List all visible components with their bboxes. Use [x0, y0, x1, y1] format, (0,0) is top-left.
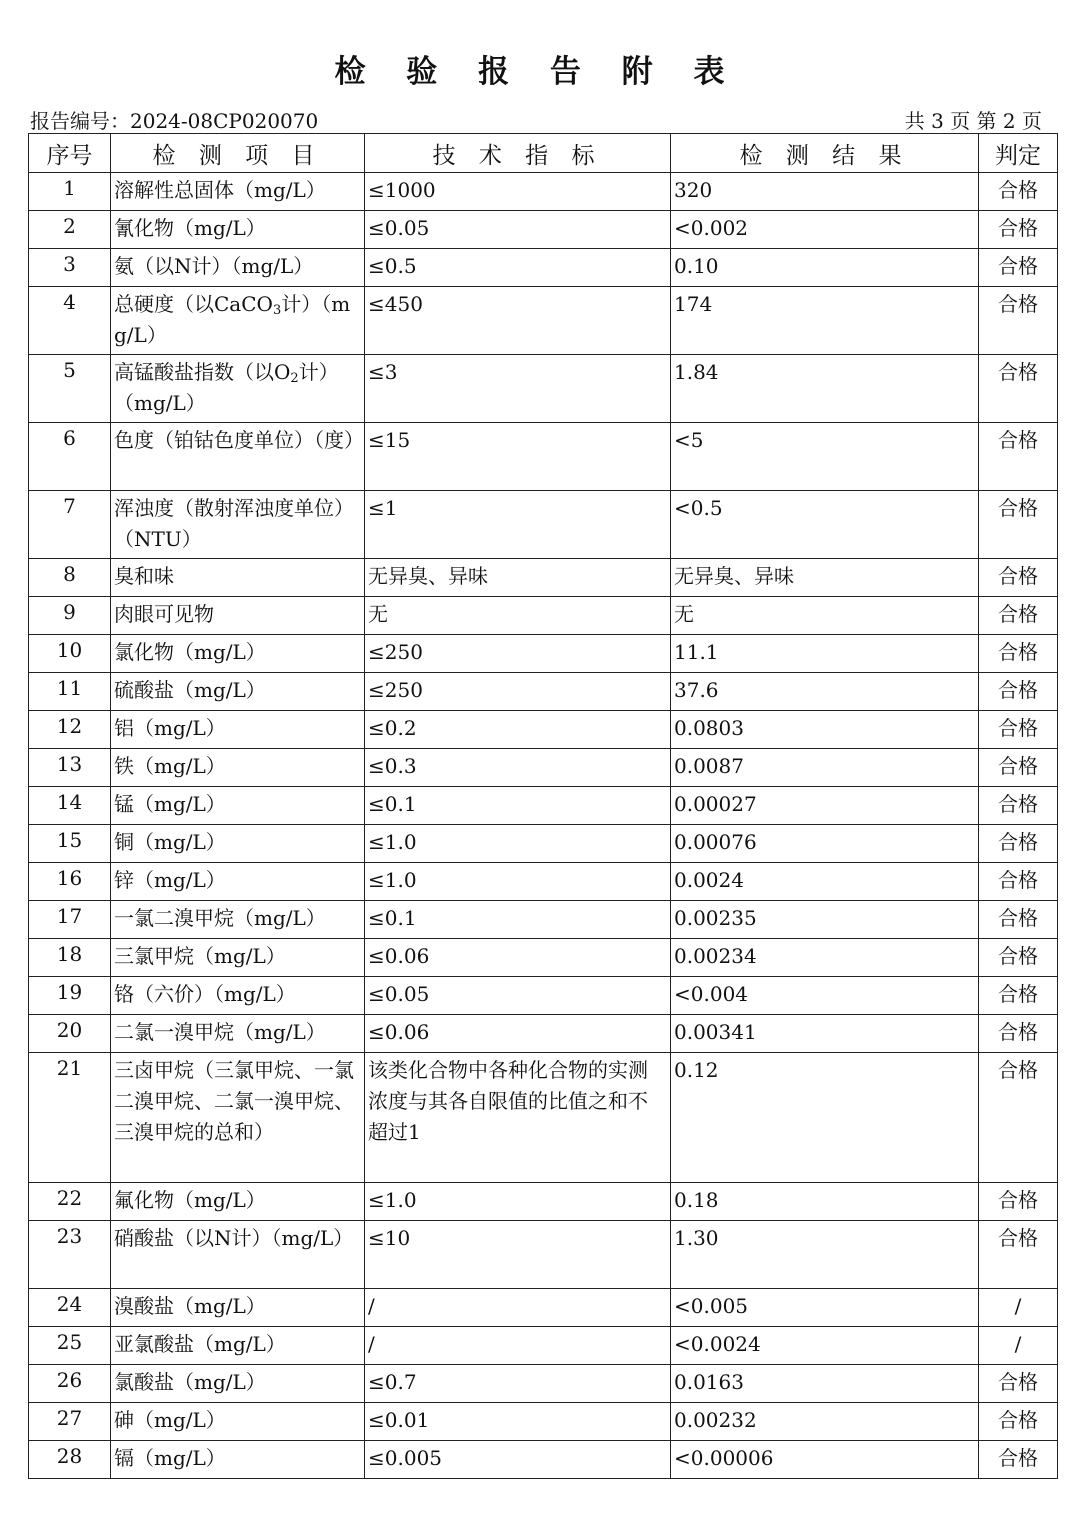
test-result: 0.00027 — [671, 787, 979, 825]
test-item — [111, 355, 365, 423]
test-result: 11.1 — [671, 635, 979, 673]
verdict: 合格 — [979, 635, 1058, 673]
table-row — [29, 1183, 1058, 1221]
test-result: 1.84 — [671, 355, 979, 423]
test-result: 0.00234 — [671, 939, 979, 977]
technical-standard: ≤1.0 — [365, 863, 671, 901]
verdict: 合格 — [979, 1015, 1058, 1053]
table-row — [29, 939, 1058, 977]
verdict: 合格 — [979, 901, 1058, 939]
technical-standard: ≤0.1 — [365, 787, 671, 825]
test-result: <0.005 — [671, 1289, 979, 1327]
col-header-no: 序号 — [29, 134, 111, 173]
technical-standard: ≤1000 — [365, 173, 671, 211]
technical-standard: ≤250 — [365, 673, 671, 711]
table-row — [29, 1053, 1058, 1183]
test-result: 0.18 — [671, 1183, 979, 1221]
technical-standard: ≤3 — [365, 355, 671, 423]
technical-standard: ≤0.06 — [365, 939, 671, 977]
row-number: 8 — [29, 559, 111, 597]
verdict: / — [979, 1289, 1058, 1327]
row-number: 9 — [29, 597, 111, 635]
verdict: 合格 — [979, 1221, 1058, 1289]
test-item: 锌（mg/L） — [111, 863, 365, 901]
technical-standard: 该类化合物中各种化合物的实测浓度与其各自限值的比值之和不超过1 — [365, 1053, 671, 1183]
technical-standard: ≤0.2 — [365, 711, 671, 749]
row-number: 2 — [29, 211, 111, 249]
table-row — [29, 1221, 1058, 1289]
technical-standard: 无异臭、异味 — [365, 559, 671, 597]
technical-standard: ≤1.0 — [365, 825, 671, 863]
row-number: 26 — [29, 1365, 111, 1403]
row-number: 7 — [29, 491, 111, 559]
col-header-item: 检 测 项 目 — [111, 134, 365, 173]
test-result: 37.6 — [671, 673, 979, 711]
table-row — [29, 635, 1058, 673]
table-row — [29, 423, 1058, 491]
test-item: 二氯一溴甲烷（mg/L） — [111, 1015, 365, 1053]
table-row — [29, 711, 1058, 749]
verdict: 合格 — [979, 1183, 1058, 1221]
test-result: 0.00235 — [671, 901, 979, 939]
test-result: <0.004 — [671, 977, 979, 1015]
row-number: 14 — [29, 787, 111, 825]
table-row — [29, 1289, 1058, 1327]
test-item — [111, 287, 365, 355]
test-item: 氟化物（mg/L） — [111, 1183, 365, 1221]
row-number: 12 — [29, 711, 111, 749]
subscript: 3 — [272, 303, 282, 318]
table-row — [29, 787, 1058, 825]
verdict: 合格 — [979, 711, 1058, 749]
test-result: <0.0024 — [671, 1327, 979, 1365]
row-number: 10 — [29, 635, 111, 673]
test-result: <0.00006 — [671, 1441, 979, 1479]
technical-standard: ≤0.1 — [365, 901, 671, 939]
test-item: 氯化物（mg/L） — [111, 635, 365, 673]
table-row — [29, 901, 1058, 939]
row-number: 20 — [29, 1015, 111, 1053]
col-header-verdict: 判定 — [979, 134, 1058, 173]
row-number: 28 — [29, 1441, 111, 1479]
verdict: 合格 — [979, 173, 1058, 211]
test-item: 硫酸盐（mg/L） — [111, 673, 365, 711]
technical-standard: ≤0.05 — [365, 977, 671, 1015]
test-item: 镉（mg/L） — [111, 1441, 365, 1479]
report-title: 检 验 报 告 附 表 — [334, 54, 740, 90]
technical-standard: ≤15 — [365, 423, 671, 491]
row-number: 24 — [29, 1289, 111, 1327]
row-number: 3 — [29, 249, 111, 287]
verdict: 合格 — [979, 939, 1058, 977]
table-row — [29, 1327, 1058, 1365]
test-item-text: 计）（mg/L） — [114, 360, 339, 415]
test-result: 0.12 — [671, 1053, 979, 1183]
technical-standard: ≤10 — [365, 1221, 671, 1289]
test-item: 三氯甲烷（mg/L） — [111, 939, 365, 977]
table-row — [29, 559, 1058, 597]
test-result: 无 — [671, 597, 979, 635]
verdict: 合格 — [979, 1053, 1058, 1183]
test-result: 0.10 — [671, 249, 979, 287]
test-item: 肉眼可见物 — [111, 597, 365, 635]
test-result: <5 — [671, 423, 979, 491]
table-row — [29, 749, 1058, 787]
row-number: 15 — [29, 825, 111, 863]
table-header-row — [29, 134, 1058, 173]
verdict: 合格 — [979, 1365, 1058, 1403]
row-number: 4 — [29, 287, 111, 355]
test-result: 0.00232 — [671, 1403, 979, 1441]
test-item: 氨（以N计）（mg/L） — [111, 249, 365, 287]
technical-standard: / — [365, 1289, 671, 1327]
technical-standard: ≤1.0 — [365, 1183, 671, 1221]
test-item-text: 高锰酸盐指数（以O — [114, 360, 291, 384]
table-row — [29, 287, 1058, 355]
technical-standard: ≤0.7 — [365, 1365, 671, 1403]
row-number: 18 — [29, 939, 111, 977]
test-item: 硝酸盐（以N计）（mg/L） — [111, 1221, 365, 1289]
col-header-standard: 技 术 指 标 — [365, 134, 671, 173]
verdict: 合格 — [979, 597, 1058, 635]
test-result: <0.002 — [671, 211, 979, 249]
technical-standard: 无 — [365, 597, 671, 635]
test-item: 溴酸盐（mg/L） — [111, 1289, 365, 1327]
row-number: 6 — [29, 423, 111, 491]
test-result: 无异臭、异味 — [671, 559, 979, 597]
verdict: 合格 — [979, 287, 1058, 355]
table-row — [29, 173, 1058, 211]
report-meta — [30, 108, 1042, 134]
technical-standard: ≤0.5 — [365, 249, 671, 287]
test-results-table — [28, 133, 1058, 1479]
row-number: 21 — [29, 1053, 111, 1183]
row-number: 22 — [29, 1183, 111, 1221]
verdict: 合格 — [979, 977, 1058, 1015]
test-item: 亚氯酸盐（mg/L） — [111, 1327, 365, 1365]
test-item-text: 计）（mg/L） — [114, 292, 351, 347]
verdict: 合格 — [979, 673, 1058, 711]
row-number: 5 — [29, 355, 111, 423]
test-item: 氯酸盐（mg/L） — [111, 1365, 365, 1403]
row-number: 11 — [29, 673, 111, 711]
verdict: 合格 — [979, 825, 1058, 863]
table-row — [29, 1015, 1058, 1053]
technical-standard: ≤0.06 — [365, 1015, 671, 1053]
test-result: 0.0024 — [671, 863, 979, 901]
row-number: 1 — [29, 173, 111, 211]
test-result: 0.00076 — [671, 825, 979, 863]
row-number: 16 — [29, 863, 111, 901]
test-item: 三卤甲烷（三氯甲烷、一氯二溴甲烷、二氯一溴甲烷、三溴甲烷的总和） — [111, 1053, 365, 1183]
test-item: 砷（mg/L） — [111, 1403, 365, 1441]
row-number: 19 — [29, 977, 111, 1015]
verdict: 合格 — [979, 1403, 1058, 1441]
table-row — [29, 249, 1058, 287]
test-item: 铁（mg/L） — [111, 749, 365, 787]
test-item: 浑浊度（散射浑浊度单位）（NTU） — [111, 491, 365, 559]
verdict: 合格 — [979, 787, 1058, 825]
test-item: 氰化物（mg/L） — [111, 211, 365, 249]
verdict: 合格 — [979, 491, 1058, 559]
technical-standard: ≤0.005 — [365, 1441, 671, 1479]
verdict: 合格 — [979, 211, 1058, 249]
table-row — [29, 491, 1058, 559]
verdict: 合格 — [979, 249, 1058, 287]
technical-standard: ≤0.05 — [365, 211, 671, 249]
row-number: 23 — [29, 1221, 111, 1289]
table-row — [29, 863, 1058, 901]
test-result: 0.00341 — [671, 1015, 979, 1053]
test-item: 锰（mg/L） — [111, 787, 365, 825]
page-info: 共 3 页 第 2 页 — [904, 109, 1042, 133]
verdict: 合格 — [979, 749, 1058, 787]
technical-standard: ≤0.01 — [365, 1403, 671, 1441]
test-result: <0.5 — [671, 491, 979, 559]
test-item: 铜（mg/L） — [111, 825, 365, 863]
technical-standard: ≤250 — [365, 635, 671, 673]
technical-standard: / — [365, 1327, 671, 1365]
table-row — [29, 1441, 1058, 1479]
verdict: 合格 — [979, 1441, 1058, 1479]
verdict: 合格 — [979, 355, 1058, 423]
table-row — [29, 977, 1058, 1015]
col-header-result: 检 测 结 果 — [671, 134, 979, 173]
table-row — [29, 355, 1058, 423]
table-row — [29, 673, 1058, 711]
test-item: 色度（铂钴色度单位）（度） — [111, 423, 365, 491]
test-item: 铬（六价）（mg/L） — [111, 977, 365, 1015]
test-result: 174 — [671, 287, 979, 355]
test-result: 0.0087 — [671, 749, 979, 787]
test-item: 臭和味 — [111, 559, 365, 597]
test-result: 0.0163 — [671, 1365, 979, 1403]
technical-standard: ≤1 — [365, 491, 671, 559]
table-row — [29, 597, 1058, 635]
verdict: 合格 — [979, 863, 1058, 901]
technical-standard: ≤450 — [365, 287, 671, 355]
row-number: 13 — [29, 749, 111, 787]
row-number: 17 — [29, 901, 111, 939]
test-item: 铝（mg/L） — [111, 711, 365, 749]
row-number: 27 — [29, 1403, 111, 1441]
subscript: 2 — [290, 371, 299, 386]
verdict: 合格 — [979, 559, 1058, 597]
test-item: 溶解性总固体（mg/L） — [111, 173, 365, 211]
table-row — [29, 1403, 1058, 1441]
report-number: 报告编号：2024-08CP020070 — [30, 109, 319, 133]
test-result: 320 — [671, 173, 979, 211]
verdict: / — [979, 1327, 1058, 1365]
technical-standard: ≤0.3 — [365, 749, 671, 787]
test-item: 一氯二溴甲烷（mg/L） — [111, 901, 365, 939]
test-item-text: 总硬度（以CaCO — [114, 292, 273, 316]
test-result: 1.30 — [671, 1221, 979, 1289]
table-row — [29, 1365, 1058, 1403]
row-number: 25 — [29, 1327, 111, 1365]
table-row — [29, 211, 1058, 249]
test-result: 0.0803 — [671, 711, 979, 749]
verdict: 合格 — [979, 423, 1058, 491]
table-row — [29, 825, 1058, 863]
